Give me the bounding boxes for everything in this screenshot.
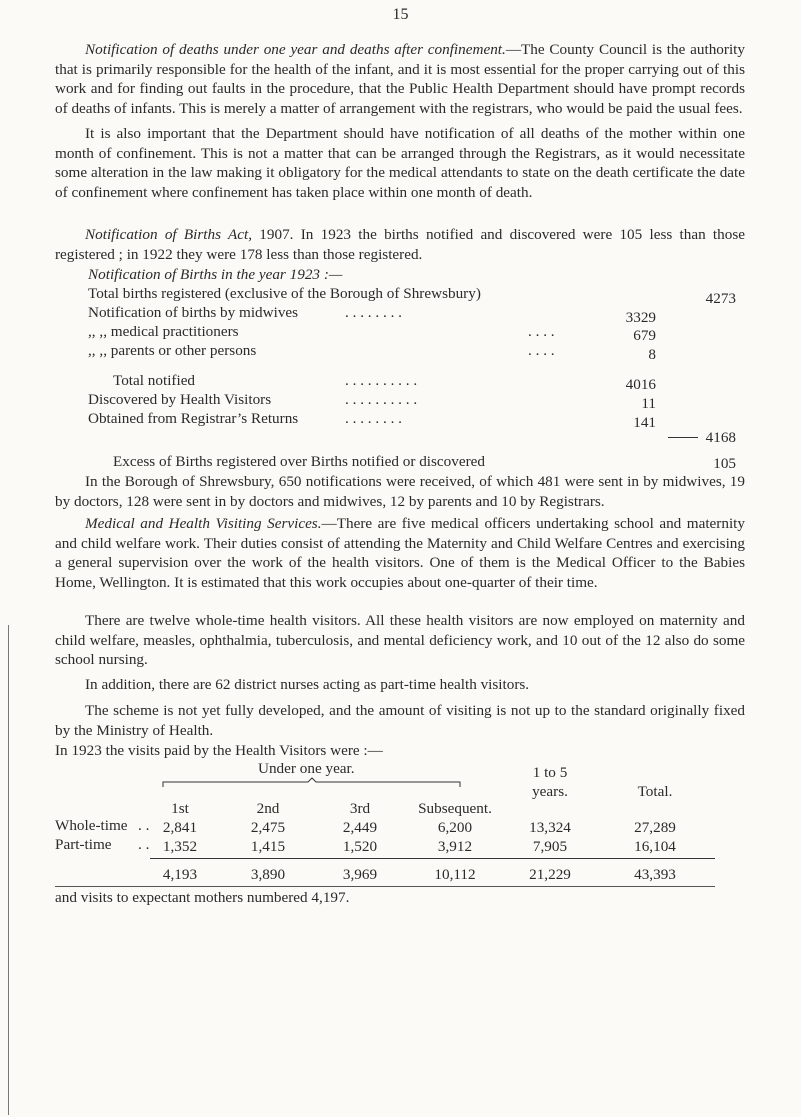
visits-header-1to5: years. xyxy=(532,783,568,800)
paragraph-medical-services xyxy=(55,514,745,592)
paragraph-body: —The County Council is the authority that is primarily responsible for the health of the infant, and it is most essential for the proper carrying out of this work and for finding out faults in the procedure, that the Public Health Department should have prompt records of deaths of infants. This is merely a matter of arrangement with the registrars, who would be paid the usual fees. xyxy=(55,41,745,117)
visits-header-subsequent: Subsequent. xyxy=(418,800,492,817)
visits-group-header: Under one year. xyxy=(258,760,355,777)
closing-line: and visits to expectant mothers numbered 4,197. xyxy=(55,889,350,906)
births-row-label: ,, ,, parents or other persons xyxy=(88,342,257,359)
heading-medical-services: Medical and Health Visiting Services. xyxy=(85,515,322,532)
paragraph-health-visitors: There are twelve whole-time health visitors. All these health visitors are now employed on maternity and child welfare, measles, ophthalmia, tuberculosis, and mental deficiency work, and 10 out of the 12 also do some school nursing. xyxy=(55,612,745,669)
births-row-label: Discovered by Health Visitors xyxy=(88,391,272,408)
visits-header-1st: 1st xyxy=(171,800,189,817)
births-row-value: 3329 xyxy=(625,309,656,326)
paragraph-notification-deaths xyxy=(55,40,745,118)
births-row-label: ,, ,, medical practitioners xyxy=(88,323,239,340)
heading-births-act: Notification of Births Act, xyxy=(85,226,253,243)
page-number: 15 xyxy=(392,6,409,23)
visits-total-cell: 21,229 xyxy=(529,866,571,883)
visits-header-total: Total. xyxy=(637,783,673,800)
births-row-label: Notification of births by midwives xyxy=(88,304,299,321)
visits-cell: 2,475 xyxy=(250,819,286,836)
births-row-label: Total births registered (exclusive of the Borough of Shrewsbury) xyxy=(88,285,481,302)
births-row-value: 679 xyxy=(633,327,656,344)
births-row-dots: . . . . . . . . xyxy=(345,410,402,427)
births-row-label: Total notified xyxy=(113,372,196,389)
births-row-dots: . . . . xyxy=(528,323,555,340)
visits-row-label: Part-time xyxy=(55,836,112,853)
paragraph-body: 1907. In 1923 the births notified and discovered were 105 less than those registered ; in 1922 they were 178 less than those registered. xyxy=(55,226,745,263)
visits-header-3rd: 3rd xyxy=(349,800,371,817)
births-row-label: Obtained from Registrar’s Returns xyxy=(88,410,299,427)
visits-totals-rule-bottom xyxy=(55,886,715,887)
visits-total-cell: 3,890 xyxy=(250,866,286,883)
paragraph-body: —There are five medical officers undertaking school and maternity and child welfare work. Their duties consist of attending the Maternity and Child Welfare Centres and exercising a general supervision over the work of the health visitors. One of them is the Medical Officer to the Babies Home, Wellington. It is estimated that this work occupies about one-quarter of their time. xyxy=(55,515,745,591)
heading-notification-deaths: Notification of deaths under one year and deaths after confinement. xyxy=(85,41,506,58)
visits-header-1to5: 1 to 5 xyxy=(532,764,568,781)
visits-total-cell: 10,112 xyxy=(434,866,476,883)
births-row-dots: . . . . . . . . . . xyxy=(345,391,418,408)
births-row-value: 4016 xyxy=(625,376,656,393)
visits-cell: 7,905 xyxy=(532,838,568,855)
visits-header-2nd: 2nd xyxy=(256,800,280,817)
page-edge-line xyxy=(8,625,9,1115)
visits-total-cell: 3,969 xyxy=(342,866,378,883)
births-row-dots: . . . . . . . . xyxy=(345,304,402,321)
visits-cell: 3,912 xyxy=(437,838,473,855)
births-row-dots: . . . . . . . . . . xyxy=(345,372,418,389)
paragraph-scheme: The scheme is not yet fully developed, and the amount of visiting is not up to the standard originally fixed by the Ministry of Health. xyxy=(55,702,745,739)
paragraph-deaths-mother: It is also important that the Department should have notification of all deaths of the mother within one month of confinement. This is not a matter that can be arranged through the Registrars, as it would necessitate some alteration in the law making it obligatory for the medical attendants to state on the death certificate the date of confinement where confinement has taken place within one month of death. xyxy=(55,125,745,201)
visits-totals-rule-top xyxy=(150,858,715,859)
births-row-value: 8 xyxy=(648,346,656,363)
births-row-total-notified-discovered: 4168 xyxy=(705,429,736,446)
visits-cell: 2,449 xyxy=(342,819,378,836)
visits-cell: 6,200 xyxy=(437,819,473,836)
births-row-value: 141 xyxy=(633,414,656,431)
visits-row-label: Whole-time xyxy=(55,817,128,834)
births-table-title: Notification of Births in the year 1923 :— xyxy=(88,266,343,283)
births-row-dots: . . . . xyxy=(528,342,555,359)
paragraph-births-act xyxy=(55,225,745,264)
paragraph-shrewsbury: In the Borough of Shrewsbury, 650 notifications were received, of which 481 were sent in by midwives, 19 by doctors, 128 were sent in by doctors and midwives, 12 by parents and 10 by Registrars. xyxy=(55,473,745,510)
visits-cell: 13,324 xyxy=(529,819,571,836)
visits-cell: 1,415 xyxy=(250,838,286,855)
births-excess-label: Excess of Births registered over Births notified or discovered xyxy=(113,453,485,470)
visits-row-dots: . . xyxy=(138,836,150,853)
paragraph-district-nurses: In addition, there are 62 district nurses acting as part-time health visitors. xyxy=(85,676,530,693)
visits-cell: 2,841 xyxy=(162,819,198,836)
visits-row-dots: . . xyxy=(138,817,150,834)
births-row-total-registered: 4273 xyxy=(705,290,736,307)
visits-total-cell: 4,193 xyxy=(162,866,198,883)
visits-cell: 1,352 xyxy=(162,838,198,855)
visits-table-intro: In 1923 the visits paid by the Health Visitors were :— xyxy=(55,742,383,759)
visits-cell: 16,104 xyxy=(634,838,676,855)
visits-group-brace xyxy=(162,777,462,789)
visits-total-cell: 43,393 xyxy=(634,866,676,883)
births-excess-value: 105 xyxy=(713,455,736,472)
visits-cell: 1,520 xyxy=(342,838,378,855)
births-row-value: 11 xyxy=(641,395,656,412)
visits-cell: 27,289 xyxy=(634,819,676,836)
